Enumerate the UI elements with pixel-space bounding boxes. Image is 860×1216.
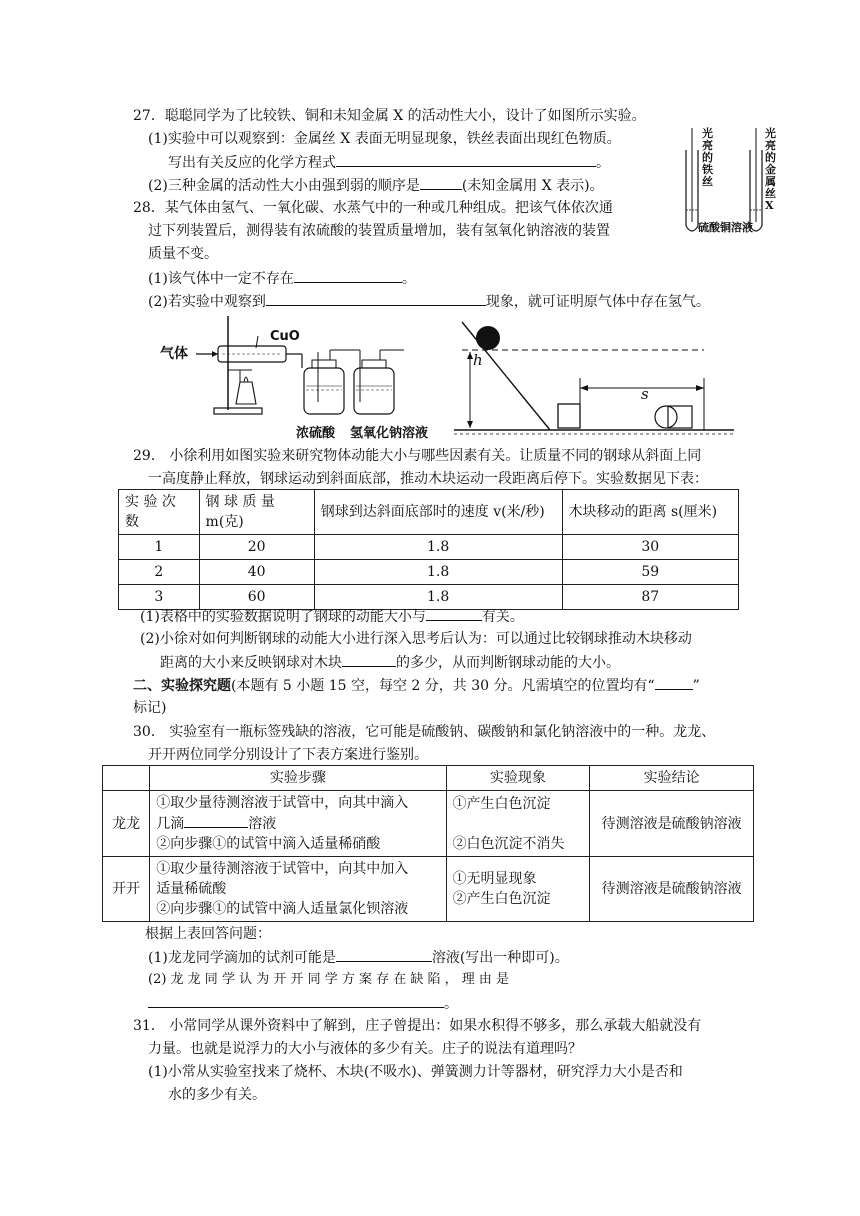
table-header: 木块移动的距离 s(厘米) <box>562 490 738 535</box>
q28-stem-2: 过下列装置后，测得装有浓硫酸的装置质量增加，装有氢氧化钠溶液的装置 <box>148 223 610 239</box>
table-row: 龙龙 ①取少量待测溶液于试管中，向其中滴入 几滴 溶液 ②向步骤①的试管中滴入适量稀硝酸 ①产生白色沉淀 ②白色沉淀不消失 待测溶液是硫酸钠溶液 <box>103 791 754 857</box>
answer-blank[interactable] <box>426 606 482 621</box>
tube2-label: 光亮的金属丝X <box>765 127 776 212</box>
answer-blank[interactable] <box>266 291 486 306</box>
conc-sulfuric-acid-label: 浓硫酸 <box>296 426 336 441</box>
q27-part1-equation: 写出有关反应的化学方程式 。 <box>168 152 610 173</box>
q30-after: 根据上表回答问题： <box>145 926 271 942</box>
q27-stem: 27．聪聪同学为了比较铁、铜和未知金属 X 的活动性大小，设计了如图所示实验。 <box>133 108 646 124</box>
q29-table <box>118 489 739 610</box>
table-header: 实验步骤 <box>150 766 446 791</box>
q28-part1: (1)该气体中一定不存在 。 <box>148 268 416 289</box>
q29-part2: (2)小徐对如何判断钢球的动能大小进行深入思考后认为：可以通过比较钢球推动木块移动 <box>140 631 692 647</box>
table-row: 3 60 1.8 87 <box>119 585 739 610</box>
q28-stem-1: 28．某气体由氢气、一氧化碳、水蒸气中的一种或几种组成。把该气体依次通 <box>133 200 613 216</box>
distance-label: s <box>641 385 649 403</box>
answer-blank[interactable] <box>342 652 396 667</box>
q27-part2: (2)三种金属的活动性大小由强到弱的顺序是 (未知金属用 X 表示)。 <box>148 175 604 196</box>
table-header: 钢球到达斜面底部时的速度 v(米/秒) <box>314 490 562 535</box>
q27-part1: (1)实验中可以观察到：金属丝 X 表面无明显现象，铁丝表面出现红色物质。 <box>148 131 621 147</box>
tube1-label: 光亮的铁丝 <box>702 127 713 188</box>
copper-sulfate-label: 硫酸铜溶液 <box>698 221 753 234</box>
ramp-figure <box>454 318 734 438</box>
q28-stem-3: 质量不变。 <box>148 246 218 262</box>
table-header: 实 验 次 数 <box>119 490 200 535</box>
q30-part2: (2) 龙 龙 同 学 认 为 开 开 同 学 方 案 存 在 缺 陷 ， 理 由 是 <box>148 972 510 987</box>
table-row: 2 40 1.8 59 <box>119 560 739 585</box>
q28-part2: (2)若实验中观察到 现象，就可证明原气体中存在氢气。 <box>148 291 710 312</box>
section-heading: 二、实验探究题(本题有 5 小题 15 空，每空 2 分，共 30 分。凡需填空的位置均有“ ” <box>133 675 700 696</box>
q29-part1: (1)表格中的实验数据说明了钢球的动能大小与 有关。 <box>140 606 524 627</box>
q31-stem-1: 31． 小常同学从课外资料中了解到，庄子曾提出：如果水积得不够多，那么承载大船就没有 <box>133 1018 702 1034</box>
q31-part1-cont: 水的多少有关。 <box>168 1087 266 1103</box>
q30-stem-2: 开开两位同学分别设计了下表方案进行鉴别。 <box>148 747 428 763</box>
table-row: 1 20 1.8 30 <box>119 535 739 560</box>
q29-stem-2: 一高度静止释放，钢球运动到斜面底部，推动木块运动一段距离后停下。实验数据见下表： <box>148 471 708 487</box>
height-label: h <box>473 351 483 369</box>
answer-blank[interactable] <box>420 175 462 190</box>
answer-blank[interactable] <box>336 947 432 962</box>
q31-stem-2: 力量。也就是说浮力的大小与液体的多少有关。庄子的说法有道理吗？ <box>148 1041 582 1057</box>
cuo-label: CuO <box>270 329 300 344</box>
table-row: 开开 ①取少量待测溶液于试管中，向其中加入 适量稀硫酸 ②向步骤①的试管中滴人适量氯化钡溶液 ①无明显现象 ②产生白色沉淀 待测溶液是硫酸钠溶液 <box>103 857 754 922</box>
table-header: 实验现象 <box>446 766 590 791</box>
gas-label: 气体 <box>160 346 188 362</box>
q31-part1: (1)小常从实验室找来了烧杯、木块(不吸水)、弹簧测力计等器材，研究浮力大小是否和 <box>148 1064 683 1080</box>
q30-table <box>102 765 754 922</box>
q29-stem-1: 29． 小徐利用如图实验来研究物体动能大小与哪些因素有关。让质量不同的钢球从斜面上同 <box>133 448 702 464</box>
answer-blank[interactable] <box>336 152 596 167</box>
q30-stem-1: 30． 实验室有一瓶标签残缺的溶液，它可能是硫酸钠、碳酸钠和氯化钠溶液中的一种。龙龙、 <box>133 724 716 740</box>
table-header: 钢 球 质 量 m(克) <box>199 490 314 535</box>
answer-blank[interactable] <box>294 268 402 283</box>
section-heading-cont: 标记) <box>133 700 167 716</box>
q30-part1: (1)龙龙同学滴加的试剂可能是 溶液(写出一种即可)。 <box>148 947 569 968</box>
sodium-hydroxide-label: 氢氧化钠溶液 <box>350 426 429 441</box>
q29-part2-cont: 距离的大小来反映钢球对木块 的多少，从而判断钢球动能的大小。 <box>160 652 620 673</box>
answer-blank[interactable] <box>184 813 248 828</box>
answer-blank[interactable] <box>148 993 444 1008</box>
table-header: 实验结论 <box>590 766 754 791</box>
q30-part2-cont: 。 <box>148 993 458 1014</box>
